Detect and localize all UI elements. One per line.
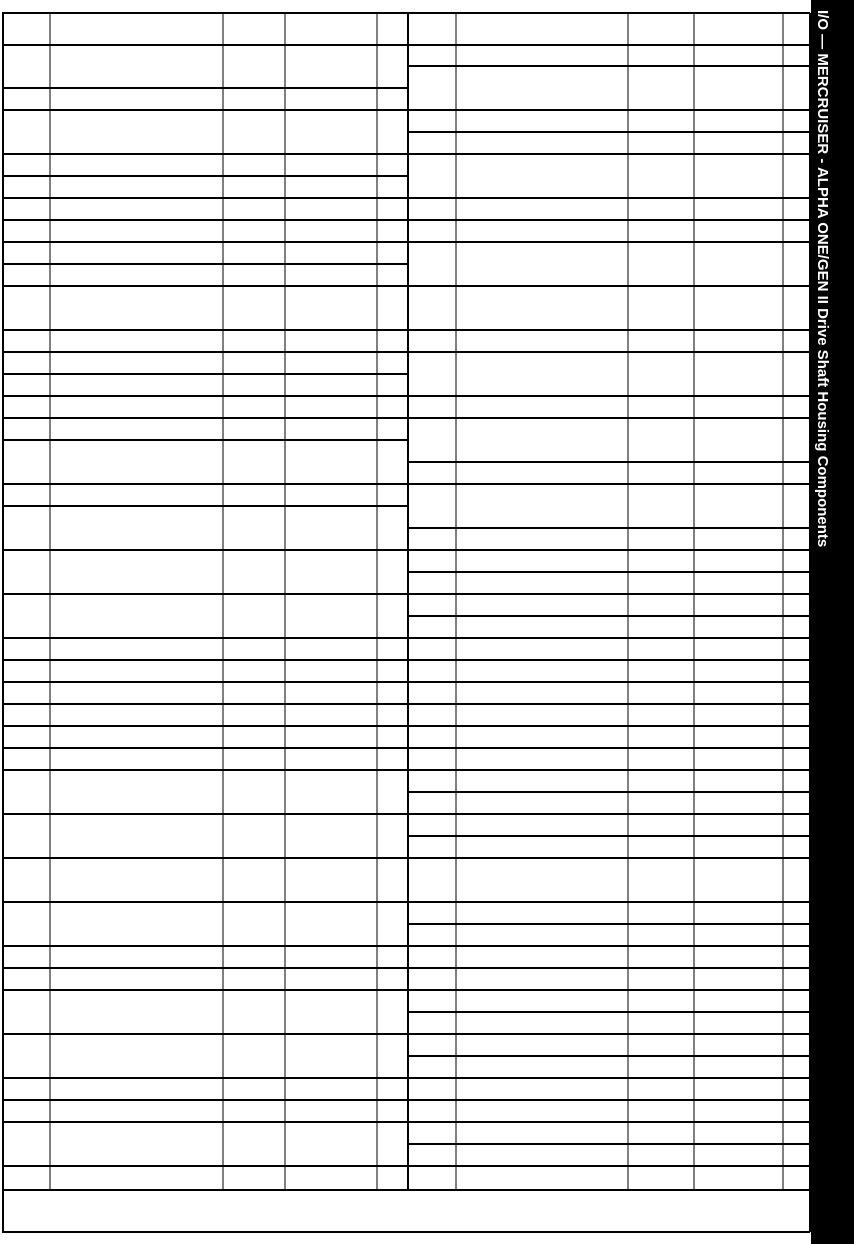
section-title: I/O — MERCRUISER - ALPHA ONE/GEN II Drive Shaft Housing Components xyxy=(814,10,831,548)
